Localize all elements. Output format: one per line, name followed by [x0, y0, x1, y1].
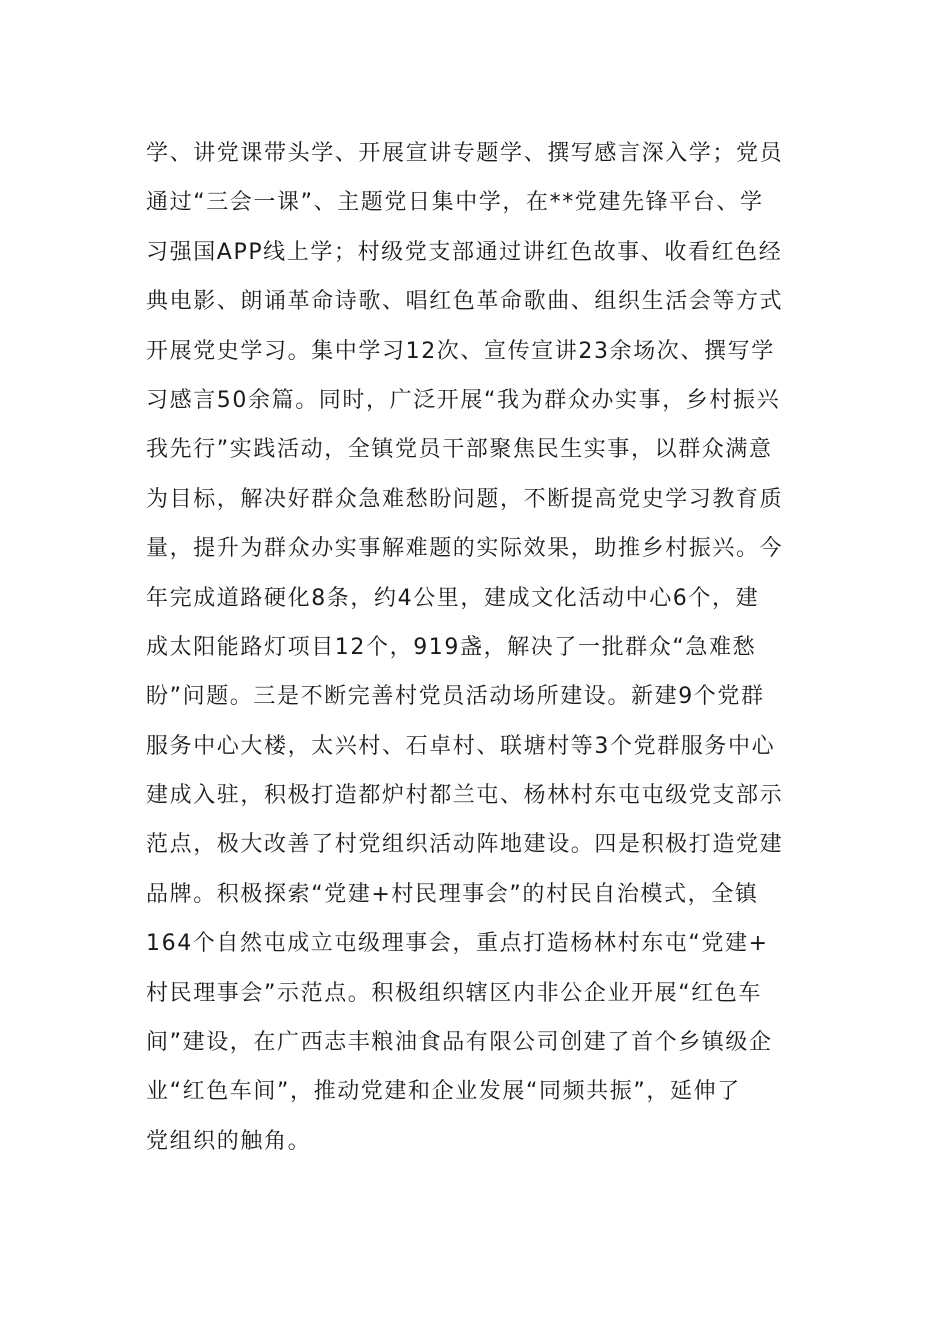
text-line: 品牌。积极探索“党建+村民理事会”的村民自治模式，全镇: [146, 881, 759, 907]
text-line: 习感言50余篇。同时，广泛开展“我为群众办实事，乡村振兴: [146, 387, 781, 413]
text-line: 业“红色车间”，推动党建和企业发展“同频共振”，延伸了: [146, 1079, 741, 1105]
text-line: 164个自然屯成立屯级理事会，重点打造杨林村东屯“党建+: [146, 931, 769, 957]
text-line: 习强国APP线上学；村级党支部通过讲红色故事、收看红色经: [146, 239, 783, 265]
text-line: 开展党史学习。集中学习12次、宣传宣讲23余场次、撰写学: [146, 338, 775, 364]
text-line: 建成入驻，积极打造都炉村都兰屯、杨林村东屯屯级党支部示: [146, 783, 784, 809]
text-line: 范点，极大改善了村党组织活动阵地建设。四是积极打造党建: [146, 832, 784, 858]
text-line: 学、讲党课带头学、开展宣讲专题学、撰写感言深入学；党员: [146, 141, 784, 166]
text-line: 量，提升为群众办实事解难题的实际效果，助推乡村振兴。今: [146, 536, 784, 562]
text-line: 村民理事会”示范点。积极组织辖区内非公企业开展“红色车: [146, 980, 762, 1006]
text-line: 我先行”实践活动，全镇党员干部聚焦民生实事，以群众满意: [146, 437, 773, 463]
text-line: 党组织的触角。: [146, 1128, 312, 1154]
text-line: 成太阳能路灯项目12个，919盏，解决了一批群众“急难愁: [146, 634, 757, 660]
text-line: 为目标，解决好群众急难愁盼问题，不断提高党史学习教育质: [146, 486, 784, 512]
text-line: 典电影、朗诵革命诗歌、唱红色革命歌曲、组织生活会等方式: [146, 289, 784, 315]
text-line: 盼”问题。三是不断完善村党员活动场所建设。新建9个党群: [146, 684, 765, 710]
body-paragraph: [146, 129, 816, 1166]
text-line: 通过“三会一课”、主题党日集中学，在**党建先锋平台、学: [146, 190, 764, 216]
text-line: 间”建设，在广西志丰粮油食品有限公司创建了首个乡镇级企: [146, 1030, 773, 1056]
text-line: 服务中心大楼，太兴村、石卓村、联塘村等3个党群服务中心: [146, 733, 776, 759]
text-line: 年完成道路硬化8条，约4公里，建成文化活动中心6个，建: [146, 585, 760, 611]
